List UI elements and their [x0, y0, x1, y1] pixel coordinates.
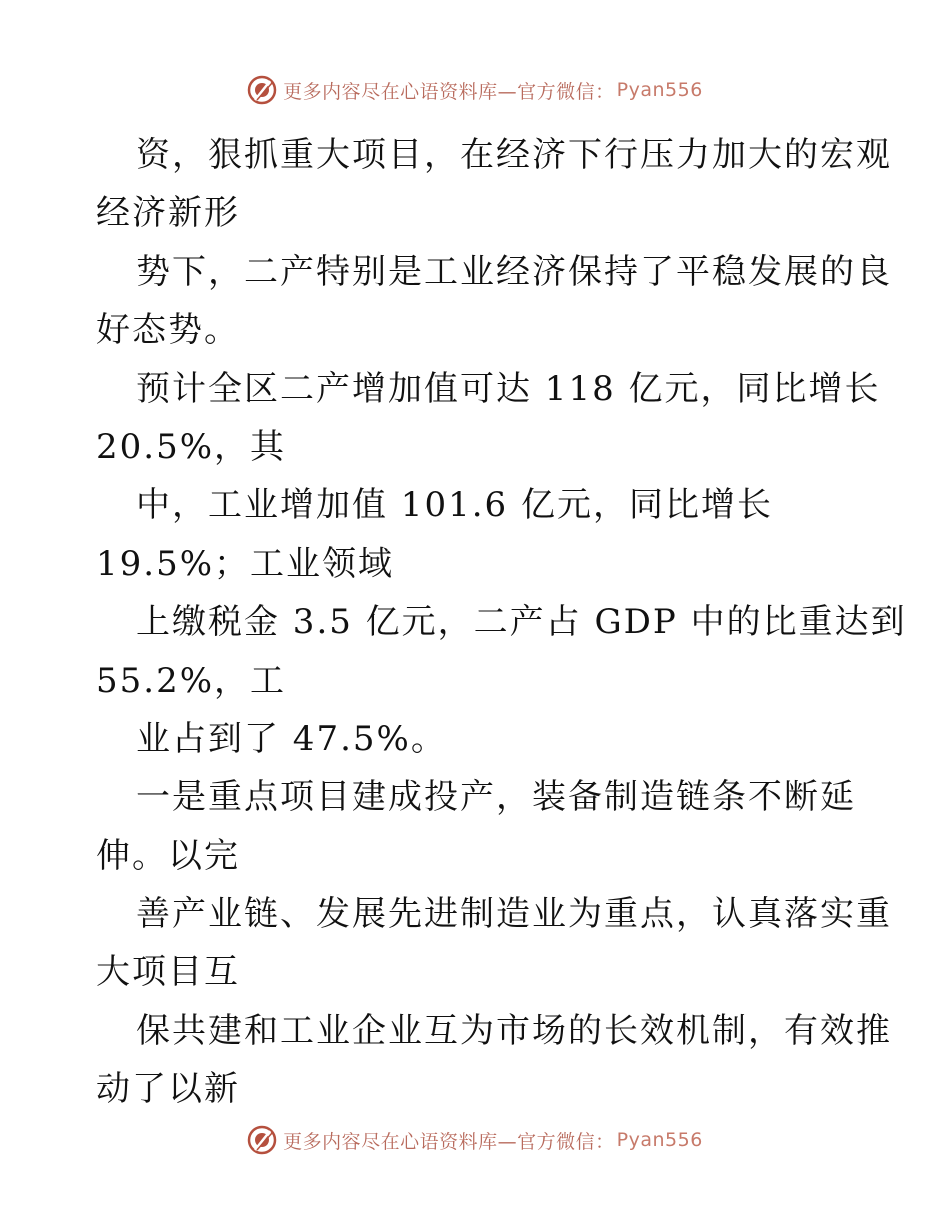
text-line: 中，工业增加值 101.6 亿元，同比增长	[136, 485, 773, 526]
watermark-text: 更多内容尽在心语资料库—官方微信：	[283, 80, 615, 103]
header-watermark	[0, 70, 950, 110]
watermark-wechat-id: Pyan556	[616, 1129, 703, 1151]
text-line: 资，狠抓重大项目，在经济下行压力加大的宏观	[136, 135, 892, 175]
watermark-text: 更多内容尽在心语资料库—官方微信：	[283, 1130, 615, 1153]
brand-logo-icon	[247, 75, 277, 105]
text-line: 19.5%；工业领域	[96, 543, 395, 584]
text-line: 经济新形	[96, 193, 240, 234]
text-line: 一是重点项目建成投产，装备制造链条不断延	[136, 777, 856, 818]
text-line: 动了以新	[96, 1069, 240, 1110]
footer-watermark	[0, 1120, 950, 1160]
document-body	[96, 126, 907, 1119]
text-line: 预计全区二产增加值可达 118 亿元，同比增长	[136, 368, 881, 409]
text-line: 伸。以完	[96, 835, 240, 876]
brand-logo-icon	[247, 1125, 277, 1155]
text-line: 保共建和工业企业互为市场的长效机制，有效推	[136, 1010, 892, 1051]
text-line: 55.2%，工	[96, 660, 287, 701]
text-line: 好态势。	[96, 310, 240, 351]
text-line: 20.5%，其	[96, 426, 287, 467]
text-line: 大项目互	[96, 952, 240, 993]
text-line: 业占到了 47.5%。	[136, 718, 447, 759]
watermark-wechat-id: Pyan556	[616, 79, 703, 101]
text-line: 善产业链、发展先进制造业为重点，认真落实重	[136, 894, 892, 935]
text-line: 势下，二产特别是工业经济保持了平稳发展的良	[136, 251, 892, 292]
text-line: 上缴税金 3.5 亿元，二产占 GDP 中的比重达到	[136, 602, 907, 643]
